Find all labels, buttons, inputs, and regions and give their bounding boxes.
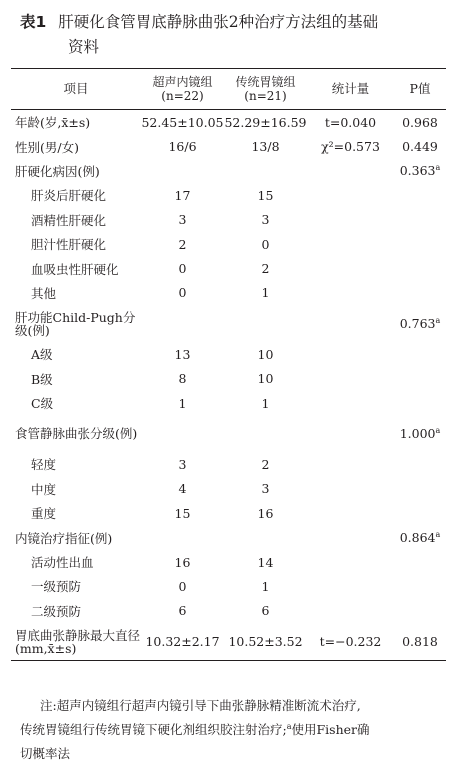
row-item-name-text: 肝硬化病因(例): [15, 163, 100, 179]
row-group1-value: [141, 256, 224, 280]
caption-line-1: [20, 10, 460, 35]
header-stat: 统计量: [331, 81, 370, 96]
row-item-name: [11, 342, 141, 366]
row-group2-value-text: 3: [261, 481, 270, 497]
row-item-name-text: 重度: [31, 506, 57, 522]
footnote-line-2: [20, 718, 450, 742]
table-row: [11, 501, 446, 525]
row-statistic: [307, 525, 394, 549]
row-group1-value-text: 3: [178, 212, 187, 228]
table-row: [11, 477, 446, 501]
table-row: [11, 550, 446, 574]
row-item-name: [11, 415, 141, 452]
row-item-name: [11, 452, 141, 476]
row-p-value: [394, 256, 446, 280]
row-group1-value: [141, 281, 224, 305]
header-group1: [141, 69, 224, 110]
row-p-value: [394, 305, 446, 342]
row-p-value: [394, 281, 446, 305]
row-item-name-text: 肝炎后肝硬化: [31, 188, 107, 204]
row-group2-value: [224, 232, 307, 256]
row-group1-value: [141, 452, 224, 476]
fisher-superscript: a: [435, 315, 441, 325]
row-group1-value: [141, 525, 224, 549]
row-item-name-text: 性别(男/女): [15, 139, 79, 155]
row-item-name: [11, 256, 141, 280]
row-group2-value-text: 52.29±16.59: [224, 114, 307, 130]
table-row: [11, 415, 446, 452]
row-group1-value-text: 0: [178, 285, 187, 301]
footnote-line-1: 注:超声内镜组行超声内镜引导下曲张静脉精准断流术治疗,: [40, 698, 361, 713]
row-group2-value: [224, 110, 307, 135]
row-group1-value: [141, 501, 224, 525]
row-item-name-text: A级: [31, 347, 53, 363]
row-group1-value: [141, 574, 224, 598]
row-group1-value: [141, 159, 224, 183]
row-statistic: [307, 183, 394, 207]
row-group2-value: [224, 415, 307, 452]
row-p-value: [394, 110, 446, 135]
table-row: [11, 342, 446, 366]
row-statistic: [307, 477, 394, 501]
table-row: [11, 574, 446, 598]
row-statistic: [307, 256, 394, 280]
row-group2-value-text: 6: [261, 603, 270, 619]
table-row: [11, 110, 446, 135]
table-row: [11, 281, 446, 305]
row-group2-value: [224, 159, 307, 183]
fisher-superscript: a: [435, 530, 441, 539]
row-group1-value-text: 8: [178, 371, 187, 387]
row-group1-value: [141, 110, 224, 135]
row-p-value: [394, 501, 446, 525]
row-p-value: [394, 574, 446, 598]
row-group1-value-text: 0: [178, 261, 187, 277]
header-item: 项目: [63, 81, 89, 96]
row-item-name: [11, 367, 141, 391]
fisher-superscript: a: [435, 426, 441, 436]
row-statistic: [307, 110, 394, 135]
table-row: [11, 391, 446, 415]
row-group2-value-text: 0: [261, 236, 270, 252]
row-group2-value: [224, 391, 307, 415]
footnote-superscript: a: [286, 721, 292, 731]
row-statistic: [307, 501, 394, 525]
row-group2-value-text: 16: [257, 505, 274, 521]
row-group2-value: [224, 256, 307, 280]
row-group2-value: [224, 342, 307, 366]
row-item-name: [11, 391, 141, 415]
row-p-value: [394, 415, 446, 452]
row-group2-value: [224, 134, 307, 158]
row-statistic-text: t=0.040: [324, 114, 377, 130]
header-group2-name: 传统胃镜组: [235, 75, 296, 89]
table-row: [11, 159, 446, 183]
row-item-name: [11, 208, 141, 232]
row-group2-value: [224, 305, 307, 342]
row-group2-value: [224, 550, 307, 574]
row-p-value: [394, 342, 446, 366]
fisher-superscript: a: [435, 163, 441, 173]
table-row: [11, 452, 446, 476]
row-group2-value-text: 15: [257, 187, 274, 203]
row-group2-value-text: 10: [257, 346, 274, 362]
row-group1-value: [141, 599, 224, 623]
row-group1-value: [141, 477, 224, 501]
row-group2-value: [224, 574, 307, 598]
row-group1-value-text: 52.45±10.05: [141, 114, 224, 130]
header-group2-n: (n=21): [244, 89, 287, 103]
row-group1-value-text: 15: [174, 505, 191, 521]
table-row: [11, 232, 446, 256]
row-group1-value: [141, 134, 224, 158]
table-row: [11, 183, 446, 207]
caption-line-2: 资料: [68, 38, 100, 56]
row-group2-value: [224, 525, 307, 549]
row-group2-value: [224, 281, 307, 305]
row-p-value: [394, 477, 446, 501]
row-group1-value: [141, 623, 224, 661]
row-group1-value-text: 1: [178, 395, 187, 411]
row-group1-value: [141, 183, 224, 207]
row-p-value: [394, 623, 446, 661]
row-group1-value-text: 6: [178, 603, 187, 619]
table-row: [11, 256, 446, 280]
row-group2-value: [224, 477, 307, 501]
row-group2-value-text: 3: [261, 212, 270, 228]
table-row: [11, 599, 446, 623]
row-group1-value-text: 13: [174, 346, 191, 362]
row-item-name-text: C级: [31, 396, 54, 412]
row-item-name: [11, 599, 141, 623]
row-statistic: [307, 415, 394, 452]
row-item-name-text: 其他: [31, 285, 57, 301]
row-p-value-text: 0.864: [399, 530, 436, 546]
table-caption: [20, 10, 460, 60]
row-item-name-text: 血吸虫性肝硬化: [31, 261, 119, 277]
row-statistic: [307, 367, 394, 391]
row-group2-value-text: 10: [257, 371, 274, 387]
row-statistic: [307, 208, 394, 232]
row-p-value: [394, 599, 446, 623]
row-group1-value-text: 17: [174, 187, 191, 203]
row-item-name: [11, 183, 141, 207]
row-statistic: [307, 342, 394, 366]
row-item-name-text: 肝功能Child-Pugh分级(例): [15, 309, 136, 338]
row-group2-value: [224, 452, 307, 476]
row-item-name: [11, 281, 141, 305]
row-group2-value-text: 1: [261, 395, 270, 411]
row-item-name-text: 食管静脉曲张分级(例): [15, 426, 138, 442]
table-row: [11, 623, 446, 661]
row-group2-value-text: 10.52±3.52: [228, 634, 303, 650]
row-item-name-text: B级: [31, 371, 53, 387]
row-group1-value-text: 10.32±2.17: [145, 634, 220, 650]
row-group1-value: [141, 391, 224, 415]
table-row: [11, 367, 446, 391]
footnote-line-2-tail: 使用Fisher确: [291, 722, 370, 737]
header-group1-n: (n=22): [161, 89, 204, 103]
row-p-value-text: 0.968: [402, 114, 438, 130]
row-statistic: [307, 599, 394, 623]
row-item-name: [11, 477, 141, 501]
row-group1-value: [141, 232, 224, 256]
row-group1-value-text: 2: [178, 236, 187, 252]
row-p-value: [394, 550, 446, 574]
row-group2-value-text: 13/8: [251, 139, 280, 155]
table-row: [11, 208, 446, 232]
row-item-name: [11, 305, 141, 342]
row-group1-value: [141, 367, 224, 391]
baseline-data-table: [11, 68, 446, 661]
row-item-name-text: 年龄(岁,x̄±s): [15, 115, 91, 131]
row-group2-value: [224, 208, 307, 232]
table-row: [11, 525, 446, 549]
row-statistic-text: χ²=0.573: [321, 139, 380, 155]
footnote-line-3: 切概率法: [20, 746, 71, 761]
row-statistic: [307, 134, 394, 158]
row-group2-value: [224, 367, 307, 391]
row-statistic-text: t=−0.232: [319, 634, 382, 650]
row-p-value: [394, 452, 446, 476]
footnote-line-2-text: 传统胃镜组行传统胃镜下硬化剂组织胶注射治疗;: [20, 722, 287, 737]
row-group2-value-text: 1: [261, 578, 270, 594]
row-p-value: [394, 159, 446, 183]
row-p-value: [394, 183, 446, 207]
row-p-value-text: 0.763: [399, 316, 436, 332]
row-group1-value: [141, 208, 224, 232]
row-statistic: [307, 281, 394, 305]
row-group1-value-text: 4: [178, 481, 187, 497]
row-item-name-text: 活动性出血: [31, 555, 94, 571]
row-group1-value: [141, 342, 224, 366]
row-item-name-text: 胃底曲张静脉最大直径(mm,x̄±s): [15, 627, 141, 656]
header-p-value: P值: [409, 81, 431, 96]
row-group1-value-text: 16: [174, 554, 191, 570]
row-group2-value: [224, 623, 307, 661]
row-statistic: [307, 452, 394, 476]
header-group2: [224, 69, 307, 110]
row-item-name: [11, 159, 141, 183]
row-statistic: [307, 550, 394, 574]
row-item-name: [11, 550, 141, 574]
table-footnote: [20, 694, 450, 766]
row-item-name: [11, 525, 141, 549]
row-p-value: [394, 208, 446, 232]
row-p-value: [394, 367, 446, 391]
row-p-value: [394, 391, 446, 415]
row-group1-value: [141, 550, 224, 574]
row-statistic: [307, 159, 394, 183]
row-group1-value-text: 3: [178, 456, 187, 472]
row-p-value: [394, 134, 446, 158]
row-item-name-text: 胆汁性肝硬化: [31, 237, 107, 253]
row-group1-value: [141, 305, 224, 342]
header-group1-name: 超声内镜组: [152, 75, 213, 89]
row-item-name-text: 一级预防: [31, 579, 82, 595]
row-p-value-text: 1.000: [399, 426, 436, 442]
row-group2-value-text: 2: [261, 261, 270, 277]
row-item-name-text: 轻度: [31, 457, 57, 473]
row-p-value-text: 0.818: [402, 634, 438, 650]
row-group1-value-text: 16/6: [168, 139, 197, 155]
row-statistic: [307, 574, 394, 598]
row-group1-value: [141, 415, 224, 452]
row-item-name: [11, 501, 141, 525]
row-item-name: [11, 574, 141, 598]
table-row: [11, 134, 446, 158]
row-group1-value-text: 0: [178, 578, 187, 594]
table-row: [11, 305, 446, 342]
row-item-name: [11, 134, 141, 158]
row-item-name: [11, 623, 141, 661]
row-item-name: [11, 232, 141, 256]
row-group2-value-text: 1: [261, 285, 270, 301]
row-statistic: [307, 305, 394, 342]
row-p-value-text: 0.449: [402, 139, 438, 155]
row-p-value: [394, 525, 446, 549]
row-statistic: [307, 623, 394, 661]
row-group2-value: [224, 599, 307, 623]
row-group2-value-text: 2: [261, 456, 270, 472]
table-label: 表1: [20, 13, 47, 31]
row-statistic: [307, 232, 394, 256]
table-body: [11, 110, 446, 661]
row-statistic: [307, 391, 394, 415]
row-item-name-text: 内镜治疗指征(例): [15, 530, 113, 546]
row-group2-value: [224, 183, 307, 207]
row-p-value-text: 0.363: [399, 163, 436, 179]
row-group2-value: [224, 501, 307, 525]
row-item-name-text: 酒精性肝硬化: [31, 212, 107, 228]
row-item-name: [11, 110, 141, 135]
row-group2-value-text: 14: [257, 554, 274, 570]
table-header: [11, 69, 446, 110]
row-p-value: [394, 232, 446, 256]
row-item-name-text: 二级预防: [31, 603, 82, 619]
table-title: 肝硬化食管胃底静脉曲张2种治疗方法组的基础: [58, 13, 379, 31]
row-item-name-text: 中度: [31, 481, 57, 497]
